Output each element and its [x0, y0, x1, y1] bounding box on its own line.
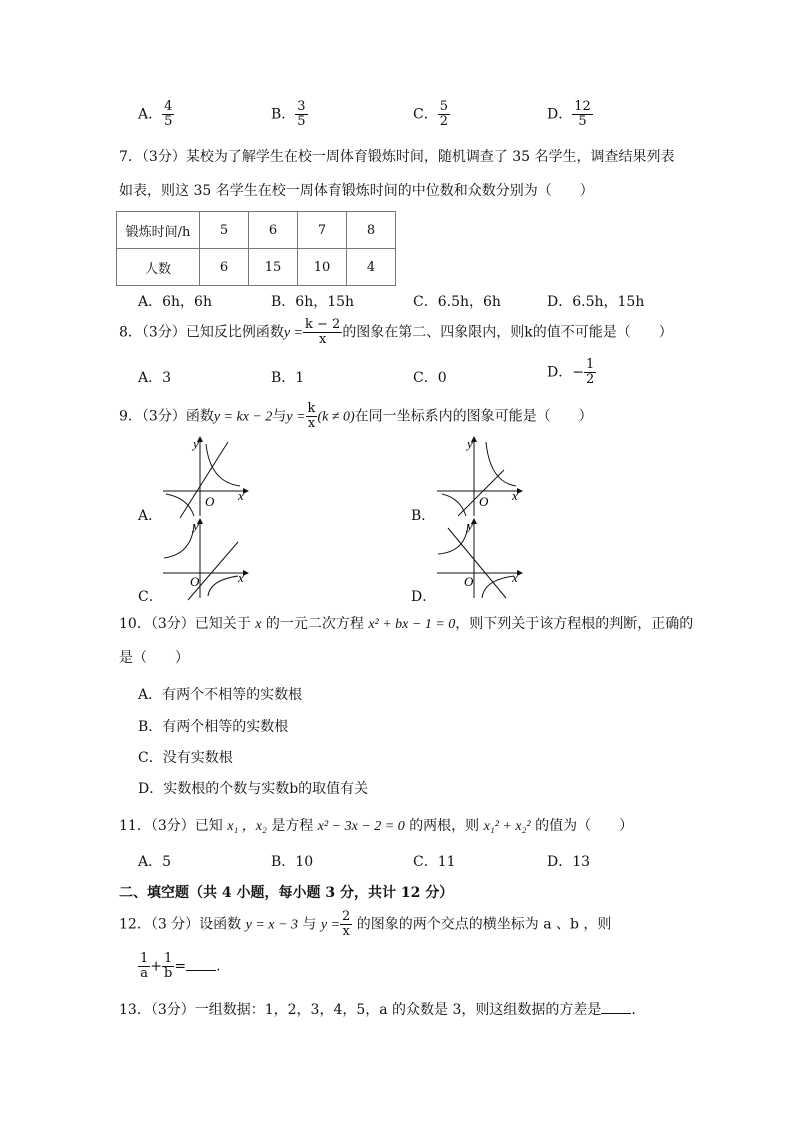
- answer-blank[interactable]: [601, 1013, 631, 1014]
- q10-line2: 是（ ）: [119, 650, 189, 666]
- origin-label: O: [190, 574, 200, 589]
- q12-line2: $\frac{1}{a}$ + $\frac{1}{b}$ = .: [140, 951, 221, 981]
- table-header-cell: 锻炼时间/h: [117, 212, 200, 249]
- q7-option-d: D．6.5h，15h: [547, 294, 645, 310]
- axis-label-x: x: [238, 488, 244, 503]
- table-row: [117, 212, 396, 249]
- q10-option-a: A．有两个不相等的实数根: [138, 687, 303, 703]
- q9-graph-a: [158, 436, 253, 520]
- table-cell: 5: [200, 212, 249, 249]
- q6-option-d: D． $\frac{12}{5}$: [547, 99, 591, 129]
- table-header-cell: 人数: [117, 249, 200, 286]
- q8-option-d: D．− $\frac{1}{2}$: [547, 357, 595, 387]
- table-cell: 10: [298, 249, 347, 286]
- axis-label-x: x: [512, 488, 518, 503]
- q11-option-b: B．10: [271, 854, 314, 870]
- q9-graph-d: [432, 518, 527, 602]
- table-cell: 15: [249, 249, 298, 286]
- table-cell: 6: [249, 212, 298, 249]
- q10-option-c: C．没有实数根: [138, 750, 233, 766]
- q9-graph-b: [432, 436, 527, 520]
- q7-table: [116, 211, 396, 286]
- axis-label-y: y: [193, 518, 199, 533]
- axis-label-x: x: [512, 570, 518, 585]
- answer-blank[interactable]: [186, 970, 216, 971]
- q8-stem: 8．（3分）已知反比例函数y = $\frac{k - 2}{x}$ 的图象在第二、四象限内，则k的值不可能是（ ）: [119, 317, 673, 347]
- q8-option-a: A．3: [138, 370, 172, 386]
- q10-option-b: B．有两个相等的实数根: [138, 719, 289, 735]
- q9-option-c: C．: [138, 589, 163, 605]
- q9-stem: 9．（3分）函数y = kx − 2与y = $\frac{k}{x}$ (k ≠ 0)在同一坐标系内的图象可能是（ ）: [119, 401, 593, 431]
- axis-label-y: y: [467, 518, 473, 533]
- origin-label: O: [205, 494, 215, 509]
- q9-option-d: D．: [411, 589, 437, 605]
- q6-option-a: A． $\frac{4}{5}$: [138, 99, 173, 129]
- q11-option-a: A．5: [138, 854, 172, 870]
- table-cell: 8: [347, 212, 396, 249]
- q11-option-c: C．11: [413, 854, 456, 870]
- axis-label-y: y: [193, 436, 199, 451]
- section-heading-fill-blank: 二、填空题（共 4 小题，每小题 3 分，共计 12 分）: [119, 885, 454, 901]
- q7-line2: 如表，则这 35 名学生在校一周体育锻炼时间的中位数和众数分别为（ ）: [119, 183, 594, 199]
- q7-option-c: C．6.5h，6h: [413, 294, 501, 310]
- origin-label: O: [479, 494, 489, 509]
- table-cell: 4: [347, 249, 396, 286]
- q12-line1: 12．（3 分）设函数 y = x − 3 与 y = $\frac{2}{x}$ 的图象的两个交点的横坐标为 a 、b ，则: [119, 909, 612, 939]
- table-row: [117, 249, 396, 286]
- q7-option-b: B．6h，15h: [271, 294, 355, 310]
- table-cell: 6: [200, 249, 249, 286]
- axis-label-x: x: [238, 570, 244, 585]
- q8-option-c: C．0: [413, 370, 447, 386]
- q8-option-b: B．1: [271, 370, 305, 386]
- q10-line1: 10．（3分）已知关于 x 的一元二次方程 x² + bx − 1 = 0，则下列关于该方程根的判断，正确的: [119, 616, 694, 632]
- origin-label: O: [464, 574, 474, 589]
- q10-option-d: D．实数根的个数与实数b的取值有关: [138, 781, 369, 797]
- table-cell: 7: [298, 212, 347, 249]
- q7-line1: 7．（3分）某校为了解学生在校一周体育锻炼时间，随机调查了 35 名学生，调查结果列表: [119, 149, 675, 165]
- q9-option-b: B．: [411, 508, 436, 524]
- q9-option-a: A．: [138, 508, 163, 524]
- q7-option-a: A．6h，6h: [138, 294, 212, 310]
- q6-option-c: C． $\frac{5}{2}$: [413, 99, 448, 129]
- q11-option-d: D．13: [547, 854, 591, 870]
- q11-stem: 11．（3分）已知 x₁ ，x₂ 是方程 x² − 3x − 2 = 0 的两根，则 x₁² + x₂² 的值为（ ）: [119, 818, 634, 834]
- q13-stem: 13．（3分）一组数据：1，2，3，4，5，a 的众数是 3，则这组数据的方差是 .: [119, 1002, 636, 1018]
- q9-graph-c: [158, 518, 253, 602]
- axis-label-y: y: [467, 436, 473, 451]
- q6-option-b: B． $\frac{3}{5}$: [271, 99, 306, 129]
